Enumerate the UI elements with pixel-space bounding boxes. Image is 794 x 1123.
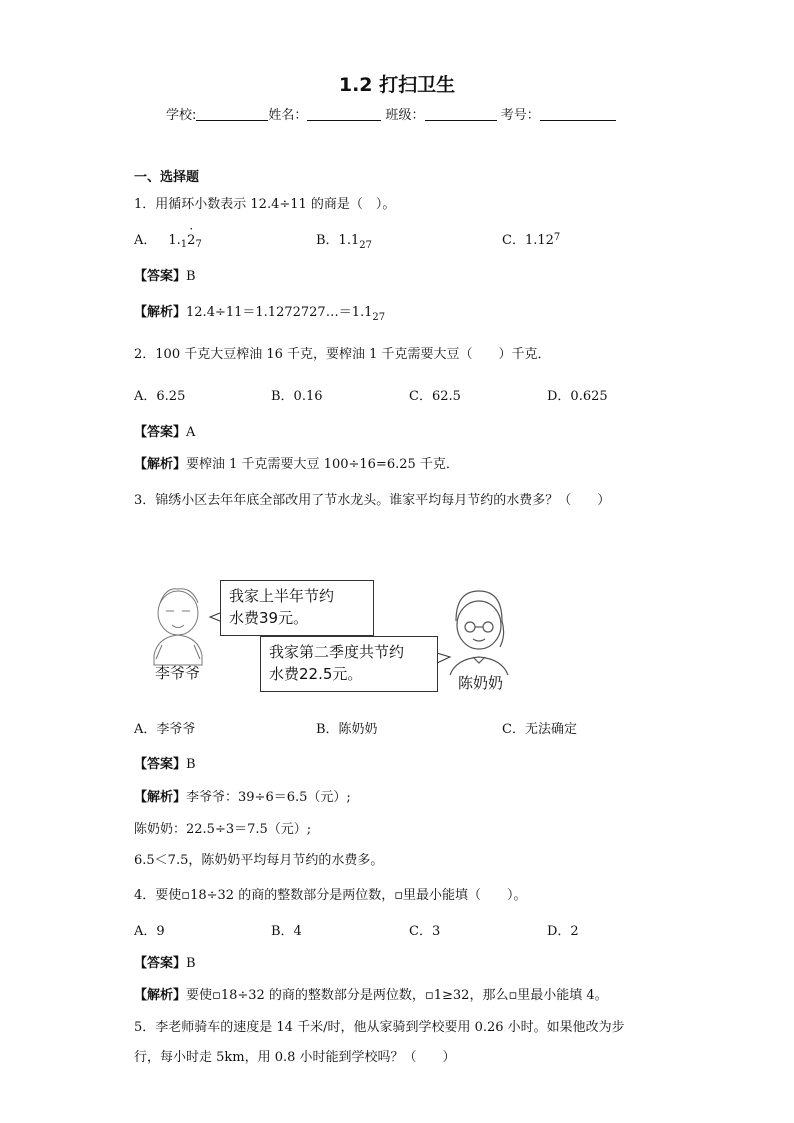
q3-answer: 【答案】B: [134, 757, 196, 772]
q2-option-c: C．62.5: [409, 389, 461, 404]
q2-stem: 2．100 千克大豆榨油 16 千克，要榨油 1 千克需要大豆（ ）千克．: [134, 347, 551, 362]
grandma-figure-icon: [450, 591, 508, 675]
q4-option-d: D．2: [547, 924, 579, 939]
section-heading: 一、选择题: [134, 170, 200, 185]
q4-option-b: B．4: [271, 924, 302, 939]
q4-answer: 【答案】B: [134, 956, 196, 971]
person-label-grandpa: 李爷爷: [155, 664, 201, 682]
person-label-grandma: 陈奶奶: [458, 674, 504, 692]
q4-option-c: C．3: [409, 924, 441, 939]
q1-option-b: B．$1.1_{27}$: [316, 233, 372, 251]
school-label: 学校:: [166, 108, 197, 123]
q4-stem: 4．要使▫18÷32 的商的整数部分是两位数，▫里最小能填（ ）。: [134, 888, 527, 903]
q2-option-a: A．6.25: [134, 389, 186, 404]
q2-answer: 【答案】A: [134, 425, 196, 440]
q4-option-a: A．9: [134, 924, 165, 939]
q3-analysis-1: 【解析】李爷爷：39÷6＝6.5（元）;: [134, 790, 351, 805]
q3-analysis-2: 陈奶奶：22.5÷3＝7.5（元）;: [134, 822, 312, 837]
grandpa-figure-icon: [154, 589, 202, 665]
student-info-line: [166, 104, 616, 123]
page-title: 1.2 打扫卫生: [338, 74, 456, 96]
q2-option-d: D．0.625: [547, 389, 608, 404]
q3-analysis-3: 6.5＜7.5，陈奶奶平均每月节约的水费多。: [134, 853, 384, 868]
q1-stem: 1．用循环小数表示 12.4÷11 的商是（ ）。: [134, 197, 396, 212]
q1-option-c: C．$1.12^{7̇}$: [502, 232, 561, 248]
q5-stem-line2: 行，每小时走 5km，用 0.8 小时能到学校吗？（ ）: [134, 1050, 456, 1065]
q3-option-c: C．无法确定: [502, 722, 577, 737]
q1-answer: 【答案】B: [134, 269, 196, 284]
q3-option-b: B．陈奶奶: [316, 722, 378, 737]
q4-analysis: 【解析】要使▫18÷32 的商的整数部分是两位数，▫1≥32，那么▫里最小能填 4。: [134, 988, 608, 1003]
q1-analysis: 【解析】$12.4\div 11=1.1272727\dots=1.1_{27}$: [134, 305, 386, 323]
q3-option-a: A．李爷爷: [134, 722, 196, 737]
class-blank[interactable]: [425, 108, 497, 121]
name-label: 姓名：: [268, 108, 308, 123]
speech-bubble-grandma: 我家第二季度共节约 水费22.5元。: [260, 636, 438, 692]
q5-stem-line1: 5．李老师骑车的速度是 14 千米/时，他从家骑到学校要用 0.26 小时。如果他改为步: [134, 1020, 625, 1035]
speech-bubble-grandpa: 我家上半年节约 水费39元。: [220, 580, 374, 636]
number-blank[interactable]: [540, 108, 616, 121]
name-blank[interactable]: [307, 108, 381, 121]
class-label: 班级：: [385, 108, 425, 123]
q2-option-b: B．0.16: [271, 389, 323, 404]
school-blank[interactable]: [196, 108, 268, 121]
q3-stem: 3．锦绣小区去年年底全部改用了节水龙头。谁家平均每月节约的水费多？（ ）: [134, 493, 611, 508]
q2-analysis: 【解析】要榨油 1 千克需要大豆 100÷16=6.25 千克．: [134, 457, 459, 472]
q1-option-a: A． $1._1\cdot 2_7$: [134, 229, 202, 250]
number-label: 考号：: [500, 108, 540, 123]
